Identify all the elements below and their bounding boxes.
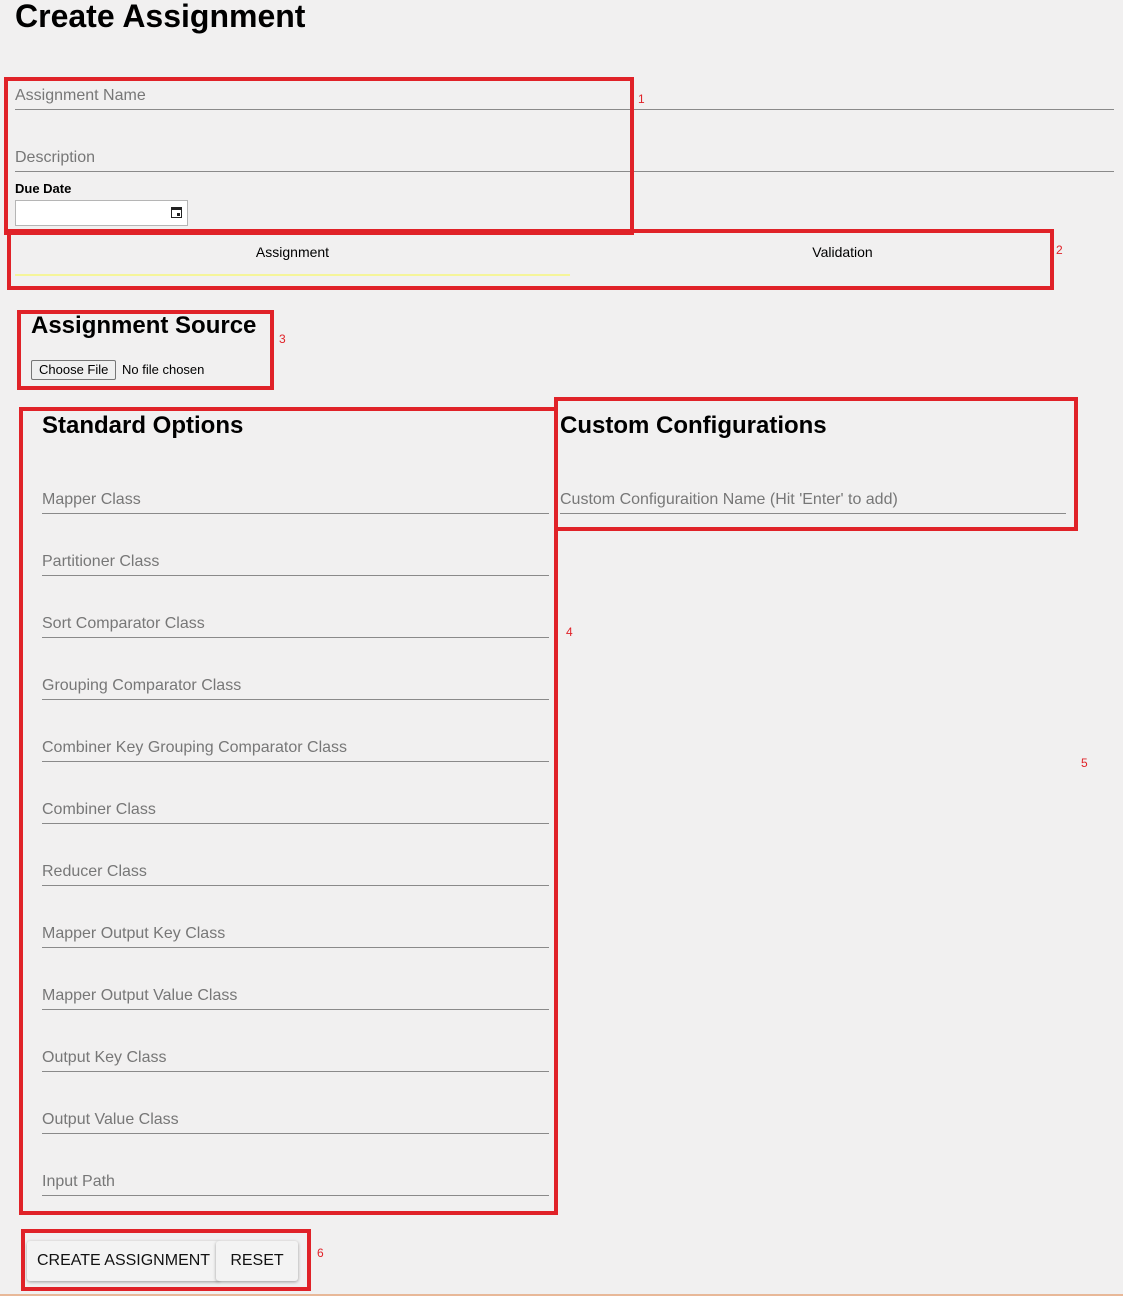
input-path-field[interactable]: [42, 1169, 549, 1196]
custom-configurations-heading: Custom Configurations: [560, 412, 827, 439]
mapper-output-key-class-field[interactable]: [42, 921, 549, 948]
choose-file-button[interactable]: Choose File: [31, 360, 116, 380]
description-field[interactable]: [15, 145, 1114, 172]
grouping-comparator-class-field[interactable]: [42, 673, 549, 700]
mapper-class-input[interactable]: [42, 487, 549, 513]
mapper-output-value-class-field[interactable]: [42, 983, 549, 1010]
annotation-number: 1: [638, 92, 645, 106]
description-input[interactable]: [15, 145, 1114, 171]
custom-configuration-name-input[interactable]: [560, 487, 1066, 513]
mapper-output-key-class-input[interactable]: [42, 921, 549, 947]
create-assignment-button[interactable]: CREATE ASSIGNMENT: [27, 1241, 220, 1281]
output-value-class-input[interactable]: [42, 1107, 549, 1133]
due-date-input[interactable]: [15, 200, 188, 226]
combiner-key-grouping-comparator-class-input[interactable]: [42, 735, 549, 761]
assignment-name-input[interactable]: [15, 83, 1114, 109]
assignment-name-field[interactable]: [15, 83, 1114, 110]
custom-configuration-name-field[interactable]: [560, 487, 1066, 514]
tab-assignment[interactable]: Assignment: [15, 232, 570, 276]
combiner-key-grouping-comparator-class-field[interactable]: [42, 735, 549, 762]
mapper-class-field[interactable]: [42, 487, 549, 514]
output-key-class-field[interactable]: [42, 1045, 549, 1072]
page-title: Create Assignment: [15, 0, 306, 34]
input-path-input[interactable]: [42, 1169, 549, 1195]
reset-button[interactable]: RESET: [216, 1241, 298, 1281]
due-date-label: Due Date: [15, 181, 72, 196]
annotation-number: 5: [1081, 756, 1088, 770]
sort-comparator-class-field[interactable]: [42, 611, 549, 638]
annotation-number: 3: [279, 332, 286, 346]
assignment-source-heading: Assignment Source: [31, 312, 257, 339]
standard-options-heading: Standard Options: [42, 412, 244, 439]
calendar-icon[interactable]: [171, 207, 182, 218]
file-status-text: No file chosen: [122, 362, 205, 377]
grouping-comparator-class-input[interactable]: [42, 673, 549, 699]
output-key-class-input[interactable]: [42, 1045, 549, 1071]
reducer-class-field[interactable]: [42, 859, 549, 886]
combiner-class-input[interactable]: [42, 797, 549, 823]
annotation-number: 2: [1056, 243, 1063, 257]
sort-comparator-class-input[interactable]: [42, 611, 549, 637]
partitioner-class-input[interactable]: [42, 549, 549, 575]
annotation-number: 6: [317, 1246, 324, 1260]
annotation-number: 4: [566, 625, 573, 639]
tab-validation[interactable]: Validation: [812, 244, 873, 260]
output-value-class-field[interactable]: [42, 1107, 549, 1134]
combiner-class-field[interactable]: [42, 797, 549, 824]
mapper-output-value-class-input[interactable]: [42, 983, 549, 1009]
partitioner-class-field[interactable]: [42, 549, 549, 576]
reducer-class-input[interactable]: [42, 859, 549, 885]
